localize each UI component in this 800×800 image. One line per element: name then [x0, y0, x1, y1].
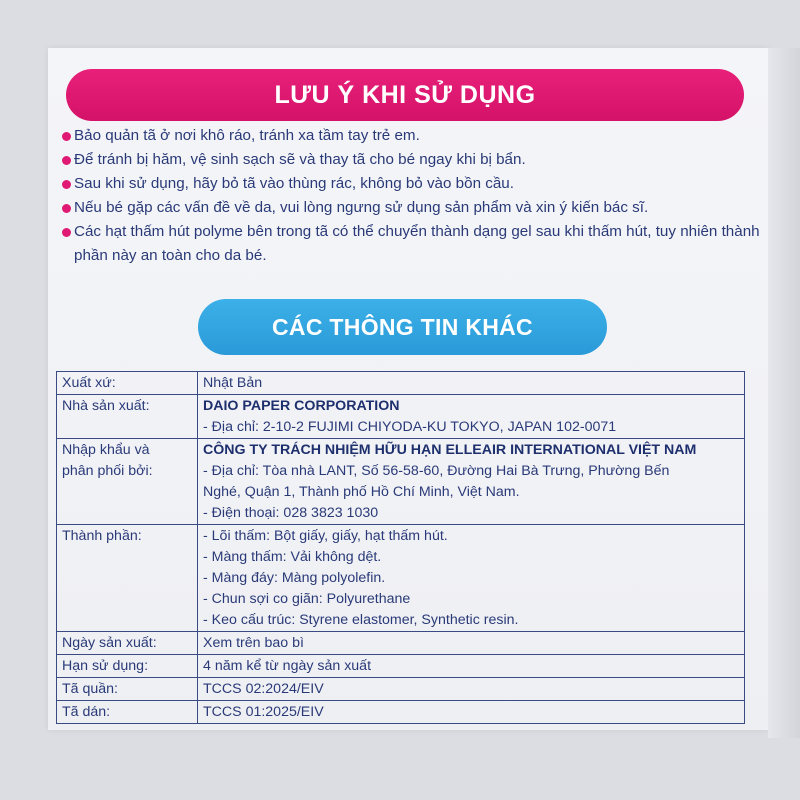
importer-name: CÔNG TY TRÁCH NHIỆM HỮU HẠN ELLEAIR INTERNATIONAL VIỆT NAM	[203, 442, 697, 458]
table-row	[57, 632, 745, 655]
list-item: Nếu bé gặp các vấn đề về da, vui lòng ngưng sử dụng sản phẩm và xin ý kiến bác sĩ.	[60, 196, 760, 220]
list-item: Các hạt thấm hút polyme bên trong tã có thể chuyển thành dạng gel sau khi thấm hút, tuy nhiên thành phần này an toàn cho da bé.	[60, 220, 760, 268]
usage-notes-list	[60, 124, 760, 268]
origin-label: Xuất xứ:	[57, 372, 198, 395]
expiry-label: Hạn sử dụng:	[57, 655, 198, 678]
table-row	[57, 439, 745, 525]
importer-address-line2: Nghé, Quận 1, Thành phố Hồ Chí Minh, Việt Nam.	[203, 484, 520, 500]
importer-label-line1: Nhập khẩu và	[62, 442, 150, 458]
product-info-table	[56, 371, 745, 724]
mfg-date-label: Ngày sản xuất:	[57, 632, 198, 655]
importer-address-line1: - Địa chỉ: Tòa nhà LANT, Số 56-58-60, Đường Hai Bà Trưng, Phường Bến	[203, 463, 670, 479]
list-item: Sau khi sử dụng, hãy bỏ tã vào thùng rác, không bỏ vào bồn cầu.	[60, 172, 760, 196]
table-row	[57, 525, 745, 632]
manufacturer-label: Nhà sản xuất:	[57, 395, 198, 439]
manufacturer-value	[198, 395, 745, 439]
table-row	[57, 395, 745, 439]
usage-notes-banner	[66, 69, 744, 121]
tape-standard-value: TCCS 01:2025/EIV	[198, 701, 745, 724]
pants-standard-value: TCCS 02:2024/EIV	[198, 678, 745, 701]
bullet-dot-icon	[62, 132, 71, 141]
table-row	[57, 655, 745, 678]
importer-label-line2: phân phối bởi:	[62, 463, 153, 479]
bullet-dot-icon	[62, 180, 71, 189]
table-row	[57, 372, 745, 395]
other-info-title: CÁC THÔNG TIN KHÁC	[272, 313, 533, 340]
pants-standard-label: Tã quần:	[57, 678, 198, 701]
importer-value	[198, 439, 745, 525]
origin-value: Nhật Bản	[198, 372, 745, 395]
ingredients-label: Thành phần:	[57, 525, 198, 632]
bullet-dot-icon	[62, 156, 71, 165]
manufacturer-name: DAIO PAPER CORPORATION	[203, 398, 400, 414]
ingredients-value	[198, 525, 745, 632]
ingredient-item: - Màng thấm: Vải không dệt.	[203, 549, 382, 565]
ingredient-item: - Chun sợi co giãn: Polyurethane	[203, 591, 411, 607]
mfg-date-value: Xem trên bao bì	[198, 632, 745, 655]
bullet-dot-icon	[62, 204, 71, 213]
ingredient-item: - Keo cấu trúc: Styrene elastomer, Synthetic resin.	[203, 612, 519, 628]
importer-label	[57, 439, 198, 525]
ingredient-item: - Lõi thấm: Bột giấy, giấy, hạt thấm hút.	[203, 528, 448, 544]
other-info-banner	[198, 299, 607, 355]
list-item: Để tránh bị hăm, vệ sinh sạch sẽ và thay tã cho bé ngay khi bị bẩn.	[60, 148, 760, 172]
manufacturer-address: - Địa chỉ: 2-10-2 FUJIMI CHIYODA-KU TOKYO, JAPAN 102-0071	[203, 419, 617, 435]
tape-standard-label: Tã dán:	[57, 701, 198, 724]
table-row	[57, 678, 745, 701]
expiry-value: 4 năm kể từ ngày sản xuất	[198, 655, 745, 678]
importer-phone: - Điện thoại: 028 3823 1030	[203, 505, 379, 521]
table-row	[57, 701, 745, 724]
usage-notes-title: LƯU Ý KHI SỬ DỤNG	[274, 80, 536, 109]
ingredient-item: - Màng đáy: Màng polyolefin.	[203, 570, 386, 586]
list-item: Bảo quản tã ở nơi khô ráo, tránh xa tầm tay trẻ em.	[60, 124, 760, 148]
package-edge	[768, 48, 800, 738]
bullet-dot-icon	[62, 228, 71, 237]
